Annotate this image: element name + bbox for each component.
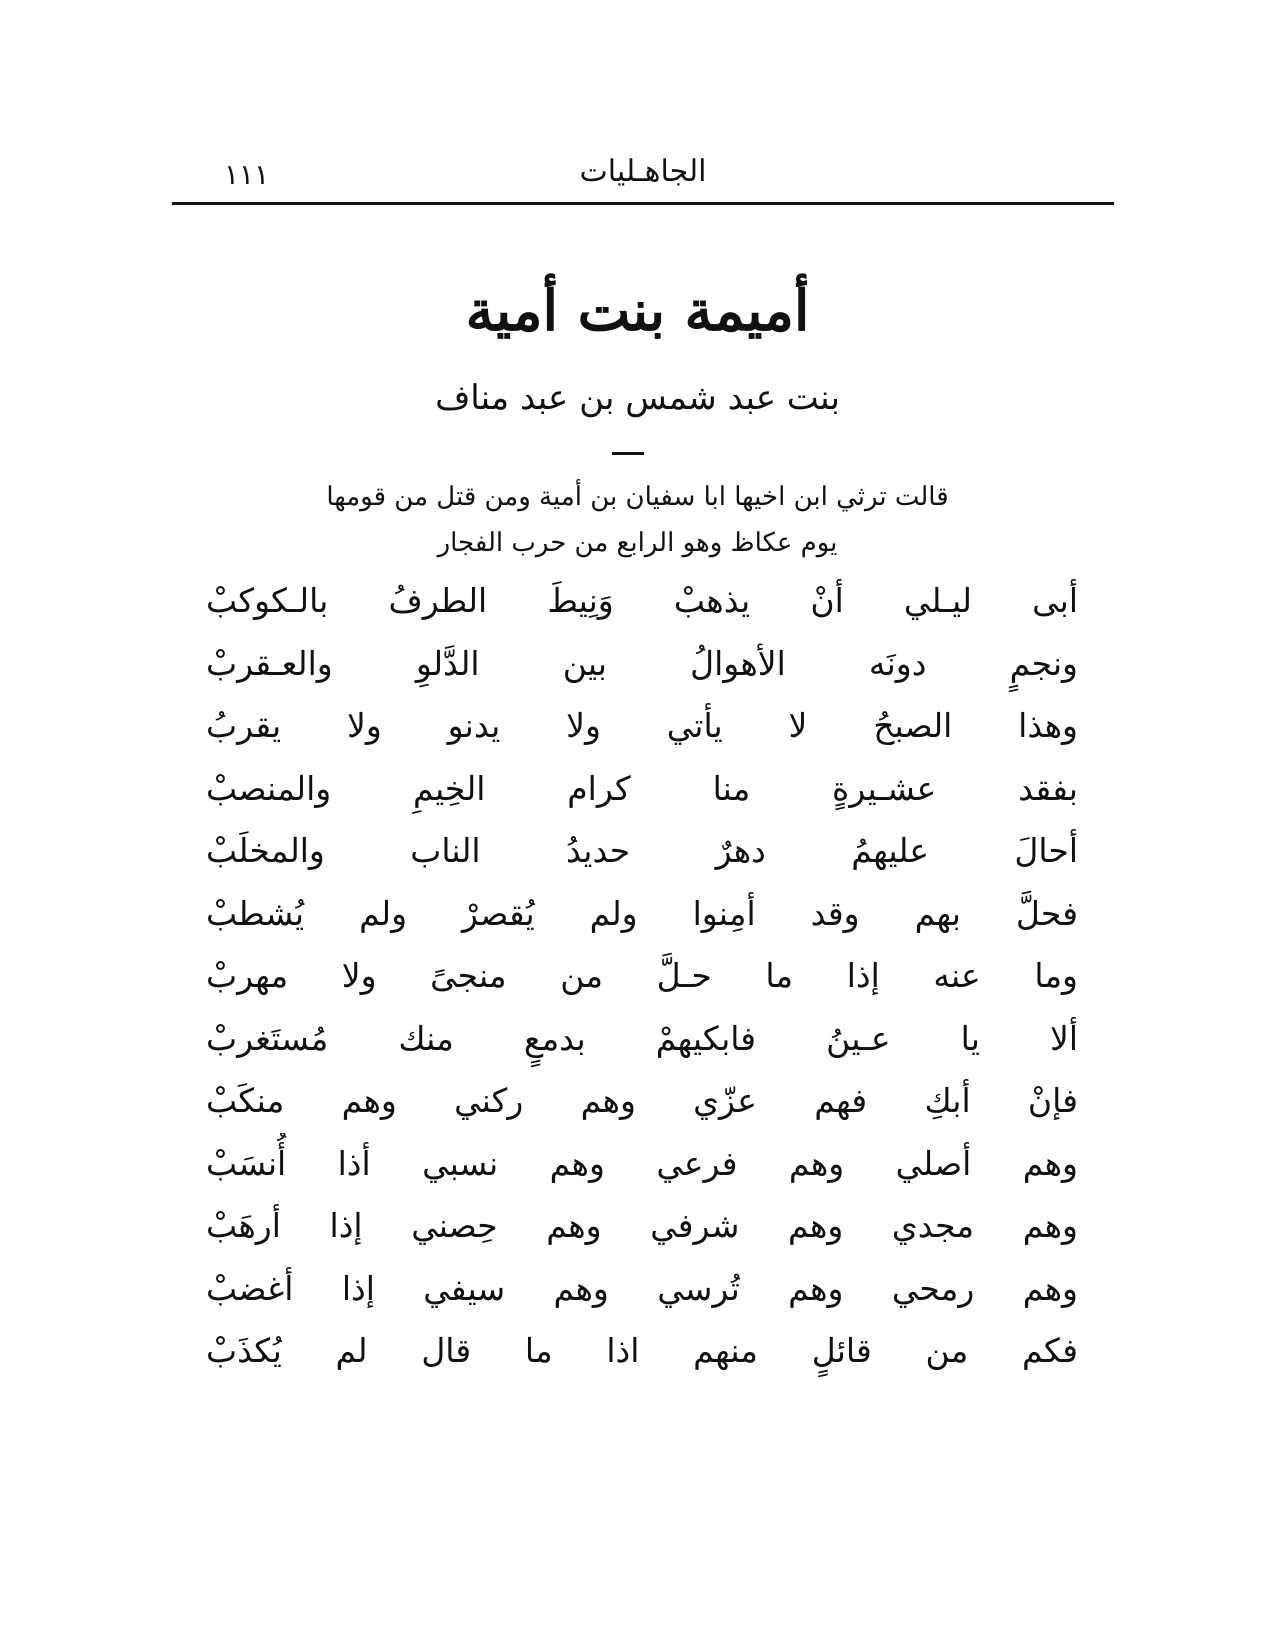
poem-introduction <box>0 474 1275 566</box>
poem-verse: فكم من قائلٍ منهم اذا ما قال لم يُكذَبْ <box>206 1331 1078 1370</box>
poem-body <box>206 570 1078 1383</box>
poem-verse: وهم أصلي وهم فرعي وهم نسبي أذا أُنسَبْ <box>206 1143 1078 1183</box>
running-title: الجاهـليات <box>579 154 707 189</box>
poem-verse: وهم رمحي وهم تُرسي وهم سيفي إذا أغضبْ <box>206 1268 1078 1308</box>
poem-verse: فحلَّ بهم وقد أمِنوا ولم يُقصرْ ولم يُشطبْ <box>206 893 1078 933</box>
intro-line: يوم عكاظ وهو الرابع من حرب الفجار <box>437 528 838 558</box>
poet-lineage-subtitle: بنت عبد شمس بن عبد مناف <box>435 378 840 418</box>
page-number: ١١١ <box>224 158 270 191</box>
poem-verse: ألا يا عـينُ فابكيهمْ بدمعٍ منك مُستَغربْ <box>206 1018 1078 1058</box>
page-header <box>172 150 1114 200</box>
poem-verse: وما عنه إذا ما حـلَّ من منجىً ولا مهربْ <box>206 956 1078 995</box>
poem-verse: وهذا الصبحُ لا يأتي ولا يدنو ولا يقربُ <box>206 706 1078 745</box>
poem-verse: فإنْ أبكِ فهم عزّي وهم ركني وهم منكَبْ <box>206 1081 1078 1120</box>
poem-verse: ونجمٍ دونَه الأهوالُ بين الدَّلوِ والعـقربْ <box>206 643 1078 683</box>
poem-verse: أحالَ عليهمُ دهرٌ حديدُ الناب والمخلَبْ <box>206 831 1078 870</box>
poem-verse: بفقد عشـيرةٍ منا كرام الخِيمِ والمنصبْ <box>206 768 1078 808</box>
section-divider <box>612 452 644 455</box>
poem-verse: وهم مجدي وهم شرفي وهم حِصني إذا أرهَبْ <box>206 1206 1078 1245</box>
poet-name-title: أميمة بنت أمية <box>465 278 810 344</box>
header-rule <box>172 202 1114 205</box>
poem-verse: أبى ليـلي أنْ يذهبْ وَنِيطَ الطرفُ بالـكوكبْ <box>206 581 1078 620</box>
intro-line: قالت ترثي ابن اخيها ابا سفيان بن أمية ومن قتل من قومها <box>326 482 949 512</box>
